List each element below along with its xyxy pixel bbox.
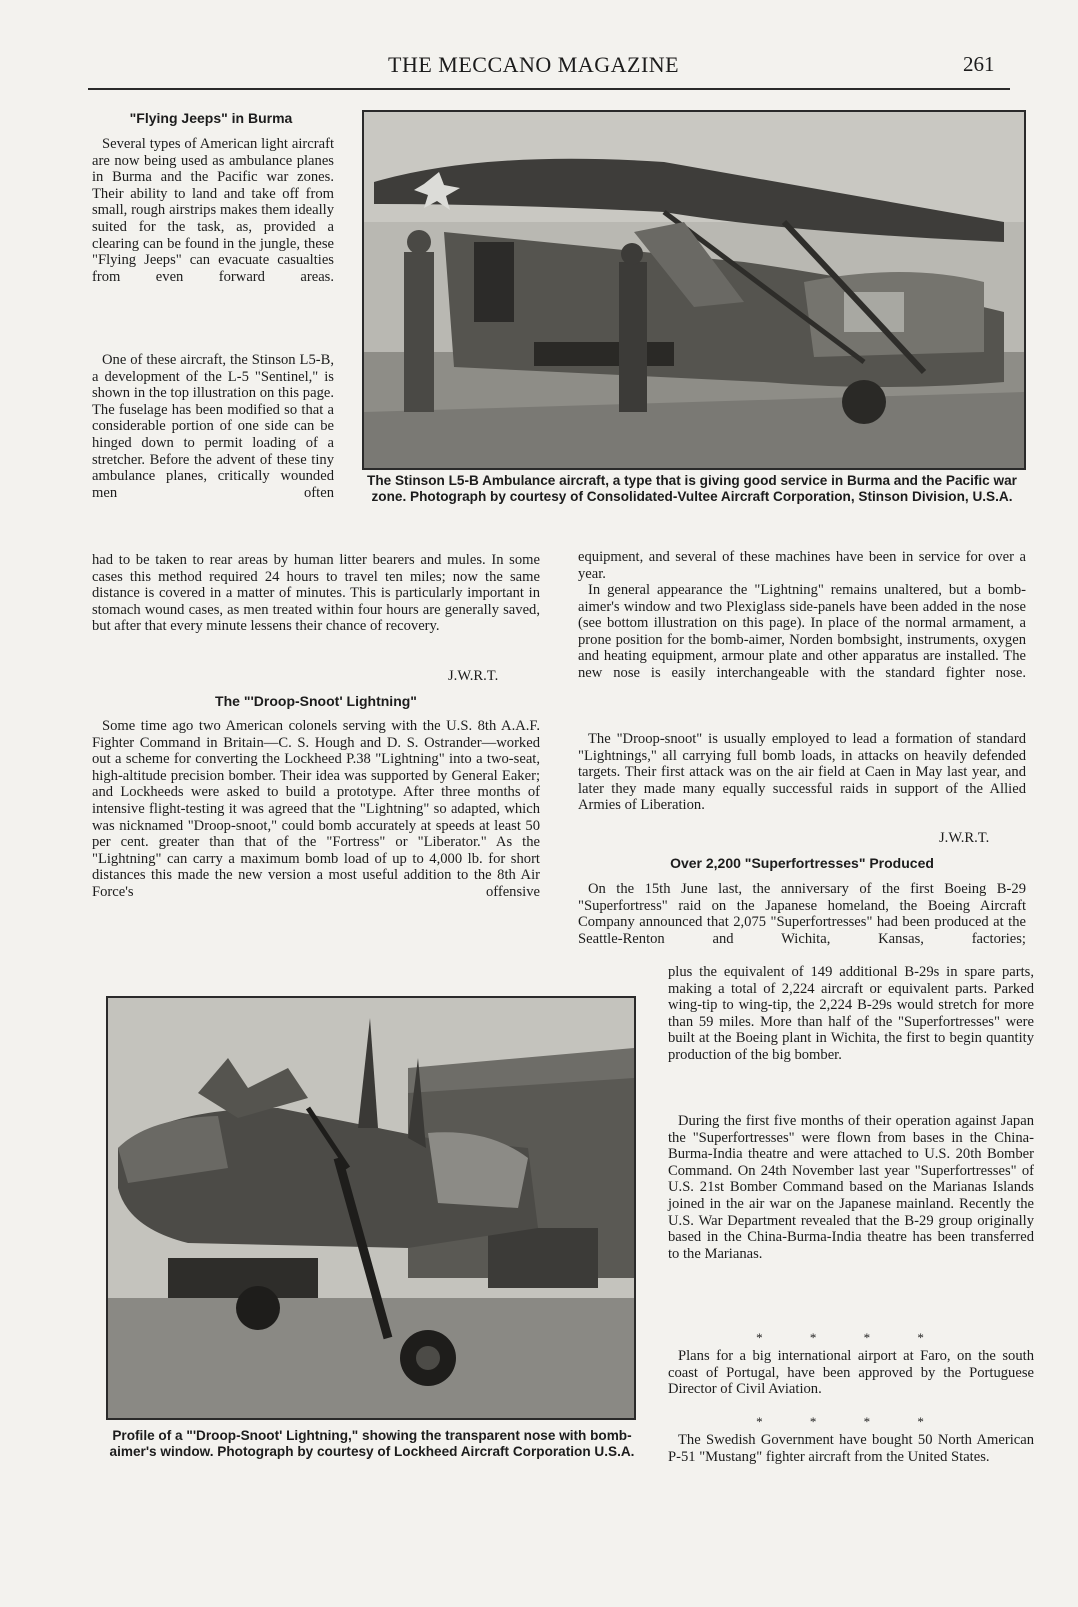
droop-snoot-paragraph-1: Some time ago two American colonels serving with the U.S. 8th A.A.F. Fighter Command in Britain—C. S. Hough and D. S. Ostrander—worked out a scheme for converting the Lockheed P.38 "Lightning" into a two-seat, high-altitude precision bomber. Their idea was supported by General Eaker; and Lockheeds were asked to build a prototype. After three months of intensive flight-testing it was agreed that the "Lightning" so adapted, which was nicknamed "Droop-snoot," could bomb accurately at speeds at least 50 per cent. greater than that of the "Fortress" or "Liberator." As the "Lightning" can carry a maximum bomb load of up to 4,000 lb. for short distances this made the new version a most useful addition to the 8th Air Force's offensive <box>92 718 540 900</box>
superfortresses-paragraph-1a: On the 15th June last, the anniversary of the first Boeing B-29 "Superfortress" raid on the Japanese homeland, the Boeing Aircraft Company announced that 2,075 "Superfortresses" had been produced at the Seattle-Renton and Wichita, Kansas, factories; <box>578 881 1026 947</box>
flying-jeeps-paragraph-3: had to be taken to rear areas by human litter bearers and mules. In some cases this method required 24 hours to travel ten miles; now the same distance is covered in a matter of minutes. This is particularly important in stomach wound cases, as men treated within four hours are generally saved, but after that every minute lessens their chance of recovery. <box>92 552 540 635</box>
stinson-aircraft-image <box>364 112 1024 468</box>
bottom-photo-droop-snoot-lightning <box>106 996 636 1420</box>
lightning-aircraft-image <box>108 998 634 1418</box>
droop-snoot-signature: J.W.R.T. <box>939 830 990 846</box>
page-header <box>88 52 1010 92</box>
note-faro-airport: Plans for a big international airport at Faro, on the south coast of Portugal, have been approved by the Portuguese Director of Civil Aviation. <box>668 1348 1034 1398</box>
flying-jeeps-signature: J.W.R.T. <box>448 668 499 684</box>
section-heading-flying-jeeps: "Flying Jeeps" in Burma <box>129 110 293 126</box>
droop-snoot-paragraph-2: equipment, and several of these machines have been in service for over a year. <box>578 549 1026 582</box>
droop-snoot-paragraph-3: In general appearance the "Lightning" remains unaltered, but a bomb-aimer's window and two Plexiglass side-panels have been added in the nose (see bottom illustration on this page). In place of the normal armament, a prone position for the bomb-aimer, Norden bombsight, instruments, oxygen and heating equipment, armour plate and other apparatus are installed. The new nose is easily interchangeable with the standard fighter nose. <box>578 582 1026 681</box>
section-heading-droop-snoot: The "'Droop-Snoot' Lightning" <box>215 693 417 709</box>
superfortresses-paragraph-2: During the first five months of their operation against Japan the "Superfortresses" were flown from bases in the China-Burma-India theatre and were attached to U.S. 20th Bomber Command. On 24th November last year "Superfortresses" of U.S. 21st Bomber Command based on the Marianas Islands joined in the air war on the Japanese mainland. Recently the U.S. War Department revealed that the B-29 group originally based in the China-Burma-India theatre has been transferred to the Marianas. <box>668 1113 1034 1262</box>
superfortresses-paragraph-1b: plus the equivalent of 149 additional B-29s in spare parts, making a total of 2,224 aircraft or equivalent parts. Parked wing-tip to wing-tip, the 2,224 B-29s would stretch for more than 59 miles. More than half of the "Superfortresses" were built at the Boeing plant in Wichita, the first to begin quantity production of the big bomber. <box>668 964 1034 1063</box>
page-number: 261 <box>963 52 995 76</box>
header-rule <box>88 88 1010 90</box>
separator-stars-1: * * * * <box>756 1330 946 1345</box>
top-photo-caption: The Stinson L5-B Ambulance aircraft, a type that is giving good service in Burma and the Pacific war zone. Photograph by courtesy of Consolidated-Vultee Aircraft Corporation, Stinson Division, U.S.A. <box>367 473 1017 505</box>
bottom-photo-caption: Profile of a "'Droop-Snoot' Lightning," showing the transparent nose with bomb-aimer's window. Photograph by courtesy of Lockheed Aircraft Corporation U.S.A. <box>109 1428 635 1460</box>
droop-snoot-paragraph-4: The "Droop-snoot" is usually employed to lead a formation of standard "Lightnings," all carrying full bomb loads, in attacks on heavily defended targets. Their first attack was on the air field at Caen in May last year, and later they made many equally successful raids in support of the Allied Armies of Liberation. <box>578 731 1026 814</box>
separator-stars-2: * * * * <box>756 1414 946 1429</box>
section-heading-superfortresses: Over 2,200 "Superfortresses" Produced <box>670 855 934 871</box>
flying-jeeps-paragraph-2: One of these aircraft, the Stinson L5-B, a development of the L-5 "Sentinel," is shown in the top illustration on this page. The fuselage has been modified so that a considerable portion of one side can be hinged down to permit loading of a stretcher. Before the advent of these tiny ambulance planes, critically wounded men often <box>92 352 334 501</box>
flying-jeeps-paragraph-1: Several types of American light aircraft are now being used as ambulance planes in Burma and the Pacific war zones. Their ability to land and take off from small, rough airstrips makes them ideally suited for the task, as, provided a clearing can be found in the jungle, these "Flying Jeeps" can evacuate casualties from even forward areas. <box>92 136 334 285</box>
magazine-title: THE MECCANO MAGAZINE <box>388 52 680 77</box>
note-swedish-mustangs: The Swedish Government have bought 50 North American P-51 "Mustang" fighter aircraft from the United States. <box>668 1432 1034 1465</box>
top-photo-stinson-l5b <box>362 110 1026 470</box>
